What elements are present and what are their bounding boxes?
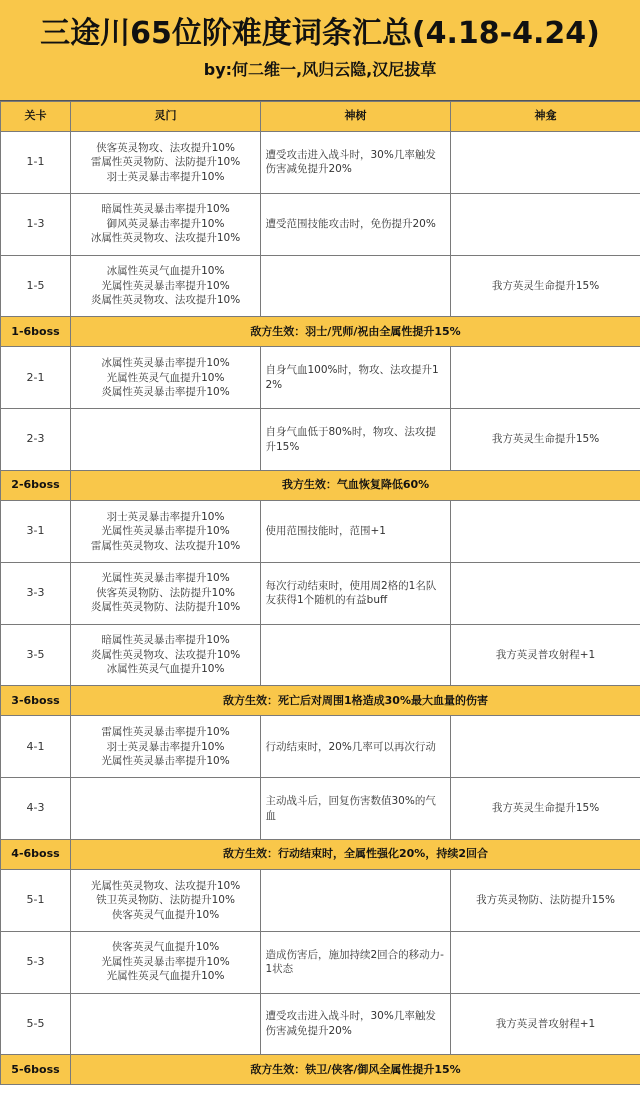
shenshu-cell bbox=[261, 409, 451, 471]
shenshu-affix: 自身气血低于80%时，物攻、法攻提升15% bbox=[265, 426, 436, 453]
lingmen-cell bbox=[71, 409, 261, 471]
lingmen-affix: 光属性英灵暴击率提升10% bbox=[101, 525, 230, 538]
lingmen-affix: 冰属性英灵物攻、法攻提升10% bbox=[90, 232, 241, 245]
boss-effect-cell: 敌方生效：死亡后对周围1格造成30%最大血量的伤害 bbox=[71, 686, 640, 716]
table-header-row bbox=[1, 102, 640, 132]
stage-cell: 1-5 bbox=[1, 255, 71, 317]
lingmen-affix: 羽士英灵暴击率提升10% bbox=[106, 170, 225, 183]
shenshu-affix: 主动战斗后，回复伤害数值30%的气血 bbox=[265, 795, 436, 822]
lingmen-affix: 光属性英灵物攻、法攻提升10% bbox=[90, 879, 241, 892]
shenshu-cell bbox=[261, 132, 451, 194]
lingmen-cell bbox=[71, 778, 261, 840]
column-header-shenkan: 神龛 bbox=[451, 102, 640, 132]
author-byline: by:何二维一,风归云隐,汉尼拔草 bbox=[203, 60, 437, 79]
stage-cell: 2-1 bbox=[1, 347, 71, 409]
stage-cell: 5-1 bbox=[1, 869, 71, 931]
boss-effect-cell: 敌方生效：行动结束时，全属性强化20%，持续2回合 bbox=[71, 839, 640, 869]
table-row bbox=[1, 409, 640, 471]
column-header-shenshu: 神树 bbox=[261, 102, 451, 132]
shenshu-cell bbox=[261, 716, 451, 778]
stage-cell: 1-1 bbox=[1, 132, 71, 194]
table-row bbox=[1, 500, 640, 562]
stage-cell: 1-3 bbox=[1, 193, 71, 255]
lingmen-affix: 冰属性英灵气血提升10% bbox=[106, 663, 225, 676]
lingmen-cell bbox=[71, 500, 261, 562]
shenkan-cell bbox=[451, 193, 640, 255]
boss-row bbox=[1, 686, 640, 716]
lingmen-affix: 侠客英灵气血提升10% bbox=[111, 908, 220, 921]
shenshu-cell bbox=[261, 931, 451, 993]
stage-cell: 3-5 bbox=[1, 624, 71, 686]
lingmen-cell bbox=[71, 869, 261, 931]
boss-stage-cell: 5-6boss bbox=[1, 1055, 71, 1085]
lingmen-affix: 御风英灵暴击率提升10% bbox=[106, 217, 225, 230]
boss-row bbox=[1, 839, 640, 869]
page-header bbox=[0, 0, 640, 101]
shenshu-affix: 造成伤害后，施加持续2回合的移动力-1状态 bbox=[265, 948, 444, 976]
shenshu-cell bbox=[261, 993, 451, 1055]
boss-row bbox=[1, 1055, 640, 1085]
column-header-stage: 关卡 bbox=[1, 102, 71, 132]
shenkan-cell bbox=[451, 132, 640, 194]
shenshu-affix: 使用范围技能时，范围+1 bbox=[265, 525, 386, 538]
boss-stage-cell: 2-6boss bbox=[1, 470, 71, 500]
lingmen-affix: 冰属性英灵暴击率提升10% bbox=[101, 357, 230, 370]
table-row bbox=[1, 778, 640, 840]
lingmen-cell bbox=[71, 931, 261, 993]
stage-cell: 3-1 bbox=[1, 500, 71, 562]
table-row bbox=[1, 255, 640, 317]
table-row bbox=[1, 132, 640, 194]
lingmen-affix: 侠客英灵物攻、法攻提升10% bbox=[96, 141, 235, 154]
table-body bbox=[1, 132, 640, 1085]
shenshu-affix: 自身气血100%时，物攻、法攻提升12% bbox=[265, 364, 439, 391]
stage-cell: 4-3 bbox=[1, 778, 71, 840]
shenkan-cell: 我方英灵生命提升15% bbox=[451, 409, 640, 471]
table-row bbox=[1, 716, 640, 778]
lingmen-affix: 雷属性英灵物防、法防提升10% bbox=[90, 156, 241, 169]
lingmen-affix: 侠客英灵气血提升10% bbox=[111, 941, 220, 954]
lingmen-cell bbox=[71, 716, 261, 778]
lingmen-affix: 炎属性英灵物攻、法攻提升10% bbox=[90, 648, 241, 661]
table-row bbox=[1, 624, 640, 686]
shenshu-cell bbox=[261, 500, 451, 562]
shenshu-affix: 遭受攻击进入战斗时，30%几率触发伤害减免提升20% bbox=[265, 1010, 436, 1037]
lingmen-affix: 雷属性英灵暴击率提升10% bbox=[101, 726, 230, 739]
lingmen-affix: 炎属性英灵暴击率提升10% bbox=[101, 386, 230, 399]
lingmen-affix: 光属性英灵暴击率提升10% bbox=[101, 955, 230, 968]
shenkan-cell: 我方英灵普攻射程+1 bbox=[451, 624, 640, 686]
boss-effect-cell: 敌方生效：铁卫/侠客/御风全属性提升15% bbox=[71, 1055, 640, 1085]
column-header-lingmen: 灵门 bbox=[71, 102, 261, 132]
lingmen-cell bbox=[71, 562, 261, 624]
shenkan-cell bbox=[451, 347, 640, 409]
shenshu-affix: 遭受范围技能攻击时，免伤提升20% bbox=[265, 217, 436, 230]
lingmen-affix: 侠客英灵物防、法防提升10% bbox=[96, 586, 235, 599]
shenkan-cell: 我方英灵生命提升15% bbox=[451, 255, 640, 317]
lingmen-affix: 羽士英灵暴击率提升10% bbox=[106, 740, 225, 753]
lingmen-affix: 铁卫英灵物防、法防提升10% bbox=[96, 894, 235, 907]
shenshu-cell bbox=[261, 869, 451, 931]
boss-stage-cell: 3-6boss bbox=[1, 686, 71, 716]
lingmen-affix: 炎属性英灵物攻、法攻提升10% bbox=[90, 294, 241, 307]
boss-row bbox=[1, 470, 640, 500]
lingmen-affix: 暗属性英灵暴击率提升10% bbox=[101, 203, 230, 216]
page-title: 三途川65位阶难度词条汇总(4.18-4.24) bbox=[40, 16, 600, 51]
lingmen-affix: 冰属性英灵气血提升10% bbox=[106, 265, 225, 278]
lingmen-affix: 光属性英灵暴击率提升10% bbox=[101, 755, 230, 768]
shenkan-cell: 我方英灵普攻射程+1 bbox=[451, 993, 640, 1055]
table-row bbox=[1, 993, 640, 1055]
lingmen-cell bbox=[71, 624, 261, 686]
shenshu-cell bbox=[261, 193, 451, 255]
table-row bbox=[1, 193, 640, 255]
shenkan-cell bbox=[451, 562, 640, 624]
shenkan-cell: 我方英灵生命提升15% bbox=[451, 778, 640, 840]
lingmen-affix: 光属性英灵暴击率提升10% bbox=[101, 572, 230, 585]
lingmen-affix: 暗属性英灵暴击率提升10% bbox=[101, 634, 230, 647]
boss-effect-cell: 敌方生效：羽士/咒师/祝由全属性提升15% bbox=[71, 317, 640, 347]
lingmen-affix: 光属性英灵暴击率提升10% bbox=[101, 279, 230, 292]
boss-stage-cell: 1-6boss bbox=[1, 317, 71, 347]
lingmen-cell bbox=[71, 193, 261, 255]
shenshu-affix: 每次行动结束时，使用周2格的1名队友获得1个随机的有益buff bbox=[265, 579, 437, 607]
shenshu-cell bbox=[261, 255, 451, 317]
lingmen-cell bbox=[71, 993, 261, 1055]
lingmen-affix: 炎属性英灵物防、法防提升10% bbox=[90, 601, 241, 614]
table-row bbox=[1, 931, 640, 993]
table-row bbox=[1, 869, 640, 931]
boss-stage-cell: 4-6boss bbox=[1, 839, 71, 869]
shenshu-affix: 行动结束时，20%几率可以再次行动 bbox=[265, 740, 436, 753]
shenshu-cell bbox=[261, 778, 451, 840]
affix-table bbox=[0, 101, 640, 1085]
lingmen-affix: 光属性英灵气血提升10% bbox=[106, 970, 225, 983]
shenkan-cell bbox=[451, 500, 640, 562]
lingmen-cell bbox=[71, 132, 261, 194]
lingmen-cell bbox=[71, 255, 261, 317]
boss-row bbox=[1, 317, 640, 347]
table-row bbox=[1, 347, 640, 409]
stage-cell: 4-1 bbox=[1, 716, 71, 778]
lingmen-affix: 雷属性英灵物攻、法攻提升10% bbox=[90, 539, 241, 552]
stage-cell: 2-3 bbox=[1, 409, 71, 471]
lingmen-cell bbox=[71, 347, 261, 409]
boss-effect-cell: 我方生效：气血恢复降低60% bbox=[71, 470, 640, 500]
lingmen-affix: 光属性英灵气血提升10% bbox=[106, 371, 225, 384]
shenshu-cell bbox=[261, 624, 451, 686]
table-row bbox=[1, 562, 640, 624]
lingmen-affix: 羽士英灵暴击率提升10% bbox=[106, 510, 225, 523]
shenshu-cell bbox=[261, 347, 451, 409]
shenshu-cell bbox=[261, 562, 451, 624]
shenkan-cell: 我方英灵物防、法防提升15% bbox=[451, 869, 640, 931]
shenkan-cell bbox=[451, 716, 640, 778]
shenshu-affix: 遭受攻击进入战斗时，30%几率触发伤害减免提升20% bbox=[265, 148, 436, 176]
stage-cell: 5-5 bbox=[1, 993, 71, 1055]
stage-cell: 3-3 bbox=[1, 562, 71, 624]
shenkan-cell bbox=[451, 931, 640, 993]
stage-cell: 5-3 bbox=[1, 931, 71, 993]
